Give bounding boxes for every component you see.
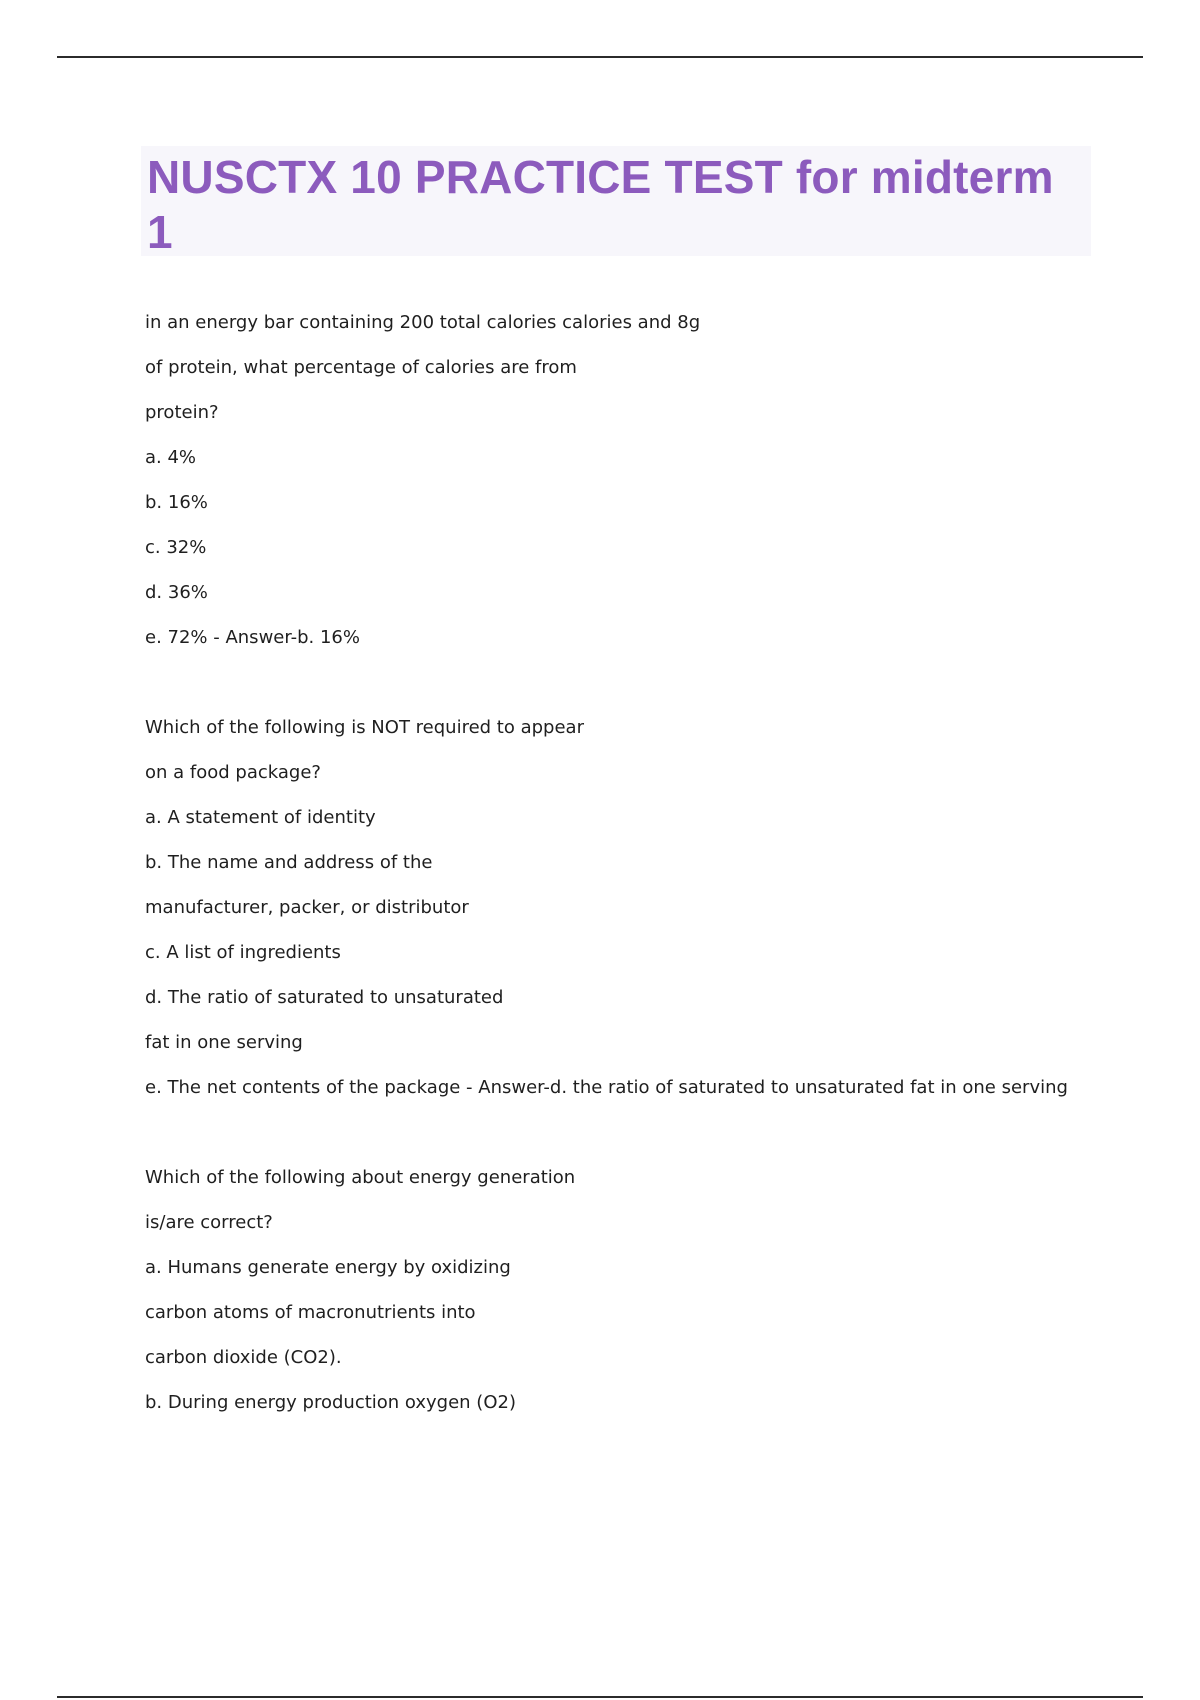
question-2-option-d: d. The ratio of saturated to unsaturated bbox=[145, 987, 504, 1008]
question-3-option-a-cont: carbon atoms of macronutrients into bbox=[145, 1302, 476, 1323]
footer-rule bbox=[57, 1696, 1143, 1698]
question-1-line: of protein, what percentage of calories are from bbox=[145, 357, 577, 378]
question-3-option-a-cont: carbon dioxide (CO2). bbox=[145, 1347, 342, 1368]
question-1-line: in an energy bar containing 200 total calories calories and 8g bbox=[145, 312, 701, 333]
question-3-option-a: a. Humans generate energy by oxidizing bbox=[145, 1257, 511, 1278]
question-2-option-b-cont: manufacturer, packer, or distributor bbox=[145, 897, 469, 918]
question-3-line: Which of the following about energy generation bbox=[145, 1167, 576, 1188]
question-1-option-e-answer: e. 72% - Answer-b. 16% bbox=[145, 627, 360, 648]
question-2 bbox=[145, 705, 1145, 1110]
question-1-line: protein? bbox=[145, 402, 219, 423]
document-body bbox=[145, 300, 1145, 1425]
question-3-line: is/are correct? bbox=[145, 1212, 273, 1233]
question-2-line: on a food package? bbox=[145, 762, 321, 783]
question-2-option-a: a. A statement of identity bbox=[145, 807, 376, 828]
question-spacer bbox=[145, 660, 1145, 705]
question-1-option-b: b. 16% bbox=[145, 492, 208, 513]
header-rule bbox=[57, 56, 1143, 58]
title-banner bbox=[141, 146, 1091, 256]
question-spacer bbox=[145, 1110, 1145, 1155]
question-2-option-d-cont: fat in one serving bbox=[145, 1032, 303, 1053]
question-1 bbox=[145, 300, 1145, 660]
question-2-option-b: b. The name and address of the bbox=[145, 852, 433, 873]
question-2-line: Which of the following is NOT required to appear bbox=[145, 717, 584, 738]
question-2-option-c: c. A list of ingredients bbox=[145, 942, 341, 963]
question-3 bbox=[145, 1155, 1145, 1425]
question-1-option-c: c. 32% bbox=[145, 537, 207, 558]
question-2-option-e-answer: e. The net contents of the package - Answer-d. the ratio of saturated to unsaturated fat in one serving bbox=[145, 1077, 1068, 1098]
question-1-option-a: a. 4% bbox=[145, 447, 197, 468]
question-1-option-d: d. 36% bbox=[145, 582, 208, 603]
question-3-option-b: b. During energy production oxygen (O2) bbox=[145, 1392, 516, 1413]
document-title: NUSCTX 10 PRACTICE TEST for midterm 1 bbox=[147, 151, 1054, 258]
